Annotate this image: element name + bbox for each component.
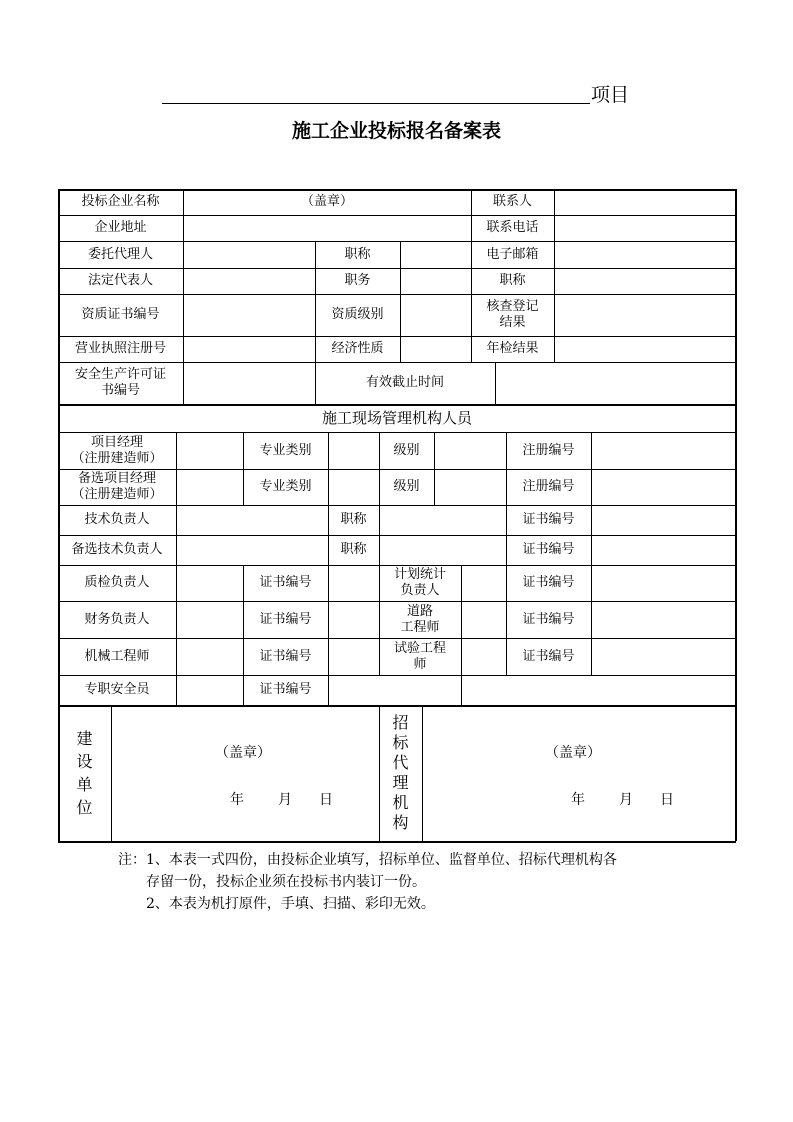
project-name-underline [162,103,590,104]
note-line-1: 注：1、本表一式四份，由投标企业填写，招标单位、监督单位、招标代理机构各 [118,852,617,868]
legal-rep-title-label: 职称 [499,273,526,288]
pm-label: 项目经理 （注册建造师） [71,434,163,466]
position-label: 职务 [344,273,371,288]
alt-pm-reg-label: 注册编号 [522,479,575,494]
qual-level-label: 资质级别 [331,307,384,322]
agent-label: 委托代理人 [87,246,153,262]
tech-cert-label: 证书编号 [522,512,575,527]
address-label: 企业地址 [94,220,147,235]
agency-label: 招 标 代 理 机 构 [392,713,409,832]
test-label: 试验工程 师 [393,640,446,672]
test-cert-label: 证书编号 [522,648,575,664]
finance-label: 财务负责人 [84,611,150,627]
agency-day: 日 [660,792,674,808]
project-suffix: 项目 [591,84,630,106]
company-seal-text: （盖章） [300,194,353,209]
legal-rep-label: 法定代表人 [87,273,153,288]
annual-label: 年检结果 [486,341,539,356]
pm-spec-label: 专业类别 [259,442,312,458]
alt-pm-label: 备选项目经理 （注册建造师） [71,471,163,502]
safety-officer-label: 专职安全员 [84,682,150,697]
valid-until-label: 有效截止时间 [365,375,444,390]
mech-cert-label: 证书编号 [259,648,312,664]
builder-day: 日 [319,792,333,808]
company-name-label: 投标企业名称 [81,194,160,209]
pm-reg-label: 注册编号 [522,442,575,458]
qual-cert-label: 资质证书编号 [81,307,160,322]
phone-label: 联系电话 [486,220,539,235]
alt-tech-title-label: 职称 [340,542,367,557]
safety-officer-cert-label: 证书编号 [259,682,312,697]
plan-cert-label: 证书编号 [522,575,575,590]
tech-label: 技术负责人 [84,512,150,527]
pm-grade-label: 级别 [393,442,420,458]
agency-year: 年 [571,792,585,808]
note-line-3: 2、本表为机打原件，手填、扫描、彩印无效。 [146,896,435,912]
plan-label: 计划统计 负责人 [393,567,446,598]
qc-label: 质检负责人 [84,575,150,590]
builder-label: 建 设 单 位 [76,729,93,817]
builder-year: 年 [230,792,244,808]
road-label: 道路 工程师 [400,603,440,635]
page-title: 施工企业投标报名备案表 [291,120,501,142]
builder-month: 月 [278,792,292,808]
alt-pm-spec-label: 专业类别 [259,479,312,494]
contact-label: 联系人 [492,194,532,209]
alt-tech-label: 备选技术负责人 [71,542,163,557]
econ-label: 经济性质 [331,341,384,356]
note-line-2: 存留一份，投标企业须在投标书内装订一份。 [146,874,426,890]
finance-cert-label: 证书编号 [259,611,312,627]
agency-seal-text: （盖章） [545,745,601,761]
alt-tech-cert-label: 证书编号 [522,542,575,557]
license-label: 营业执照注册号 [74,341,166,356]
safety-permit-label: 安全生产许可证 书编号 [74,367,166,398]
agent-title-label: 职称 [344,246,371,262]
staff-section-title: 施工现场管理机构人员 [321,409,472,427]
alt-pm-grade-label: 级别 [393,479,420,494]
road-cert-label: 证书编号 [522,611,575,627]
tech-title-label: 职称 [340,512,367,527]
mech-label: 机械工程师 [84,648,150,664]
agency-month: 月 [619,792,633,808]
verify-label: 核查登记 结果 [486,299,539,330]
qc-cert-label: 证书编号 [259,575,312,590]
builder-seal-text: （盖章） [215,745,271,761]
email-label: 电子邮箱 [486,246,539,262]
